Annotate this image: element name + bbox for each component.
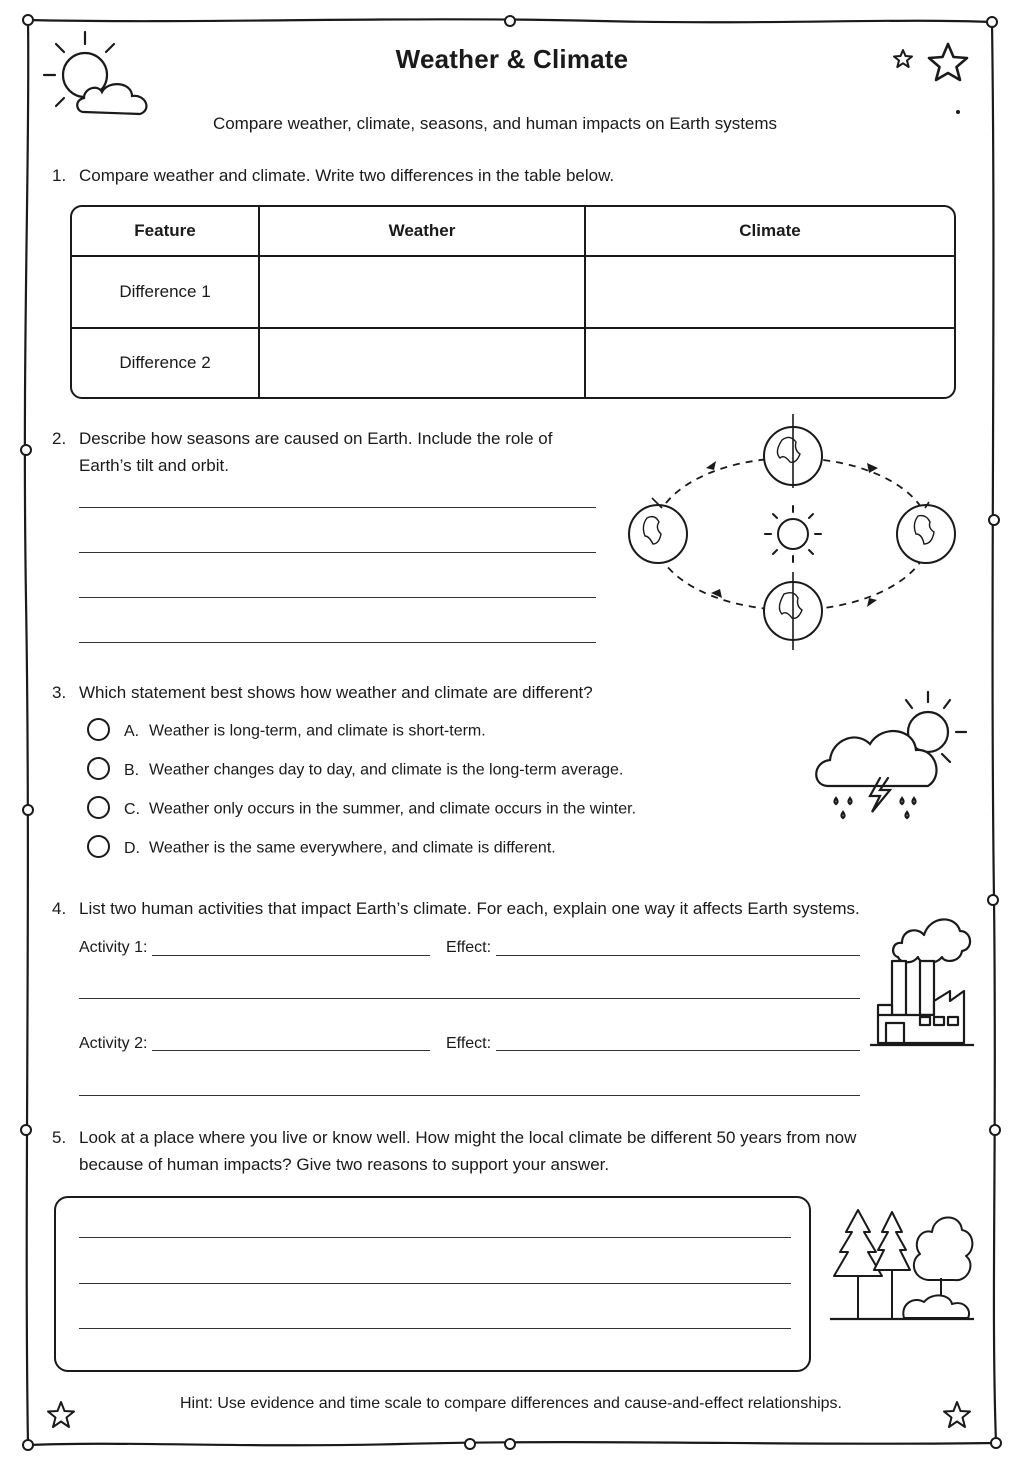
- effect-1-label: Effect:: [446, 939, 492, 956]
- effect-2-field[interactable]: [496, 1050, 860, 1051]
- radio-button[interactable]: [87, 796, 110, 819]
- answer-line[interactable]: [79, 552, 596, 553]
- table-row-label: Difference 2: [72, 328, 259, 397]
- answer-box[interactable]: [54, 1196, 811, 1372]
- page-title: Weather & Climate: [395, 44, 629, 74]
- answer-line[interactable]: [79, 1095, 860, 1096]
- answer-line[interactable]: [79, 1283, 791, 1284]
- answer-line[interactable]: [79, 1328, 791, 1329]
- question-3: 3. Which statement best shows how weather and climate are different?: [52, 683, 593, 702]
- answer-line[interactable]: [79, 597, 596, 598]
- answer-line[interactable]: [79, 507, 596, 508]
- radio-button[interactable]: [87, 835, 110, 858]
- trees-icon: [828, 1198, 978, 1323]
- answer-cell[interactable]: [259, 256, 585, 328]
- effect-1-field[interactable]: [496, 955, 860, 956]
- option-a[interactable]: A. Weather is long-term, and climate is short-term.: [87, 720, 486, 743]
- option-b[interactable]: B. Weather changes day to day, and climate is the long-term average.: [87, 759, 623, 782]
- option-d[interactable]: D. Weather is the same everywhere, and climate is different.: [87, 837, 556, 860]
- page-subtitle: Compare weather, climate, seasons, and human impacts on Earth systems: [212, 114, 778, 133]
- activity-1-field[interactable]: [152, 955, 430, 956]
- hint-text: Hint: Use evidence and time scale to compare differences and cause-and-effect relationships.: [180, 1395, 842, 1412]
- comparison-table: [70, 205, 956, 399]
- question-2: 2. Describe how seasons are caused on Earth. Include the role of Earth’s tilt and orbit.: [52, 429, 553, 475]
- answer-cell[interactable]: [585, 256, 954, 328]
- answer-line[interactable]: [79, 642, 596, 643]
- answer-line[interactable]: [79, 998, 860, 999]
- activity-2-field[interactable]: [152, 1050, 430, 1051]
- storm-cloud-icon: [810, 688, 975, 823]
- answer-cell[interactable]: [585, 328, 954, 397]
- option-c[interactable]: C. Weather only occurs in the summer, and climate occurs in the winter.: [87, 798, 636, 821]
- table-row-label: Difference 1: [72, 256, 259, 328]
- question-4: 4. List two human activities that impact Earth’s climate. For each, explain one way it affects Earth systems.: [52, 899, 860, 918]
- radio-button[interactable]: [87, 757, 110, 780]
- activity-2-label: Activity 2:: [79, 1035, 148, 1052]
- factory-icon: [868, 905, 978, 1050]
- answer-line[interactable]: [79, 1237, 791, 1238]
- activity-1-label: Activity 1:: [79, 939, 148, 956]
- effect-2-label: Effect:: [446, 1035, 492, 1052]
- radio-button[interactable]: [87, 718, 110, 741]
- table-header: Feature: [72, 207, 259, 256]
- earth-orbit-diagram: [622, 410, 962, 655]
- table-header: Climate: [585, 207, 954, 256]
- answer-cell[interactable]: [259, 328, 585, 397]
- question-5: 5. Look at a place where you live or know well. How might the local climate be different 50 years from now because of human impacts? Give two reasons to support your answer.: [52, 1128, 857, 1174]
- question-1: 1. Compare weather and climate. Write two differences in the table below.: [52, 166, 615, 185]
- table-header: Weather: [259, 207, 585, 256]
